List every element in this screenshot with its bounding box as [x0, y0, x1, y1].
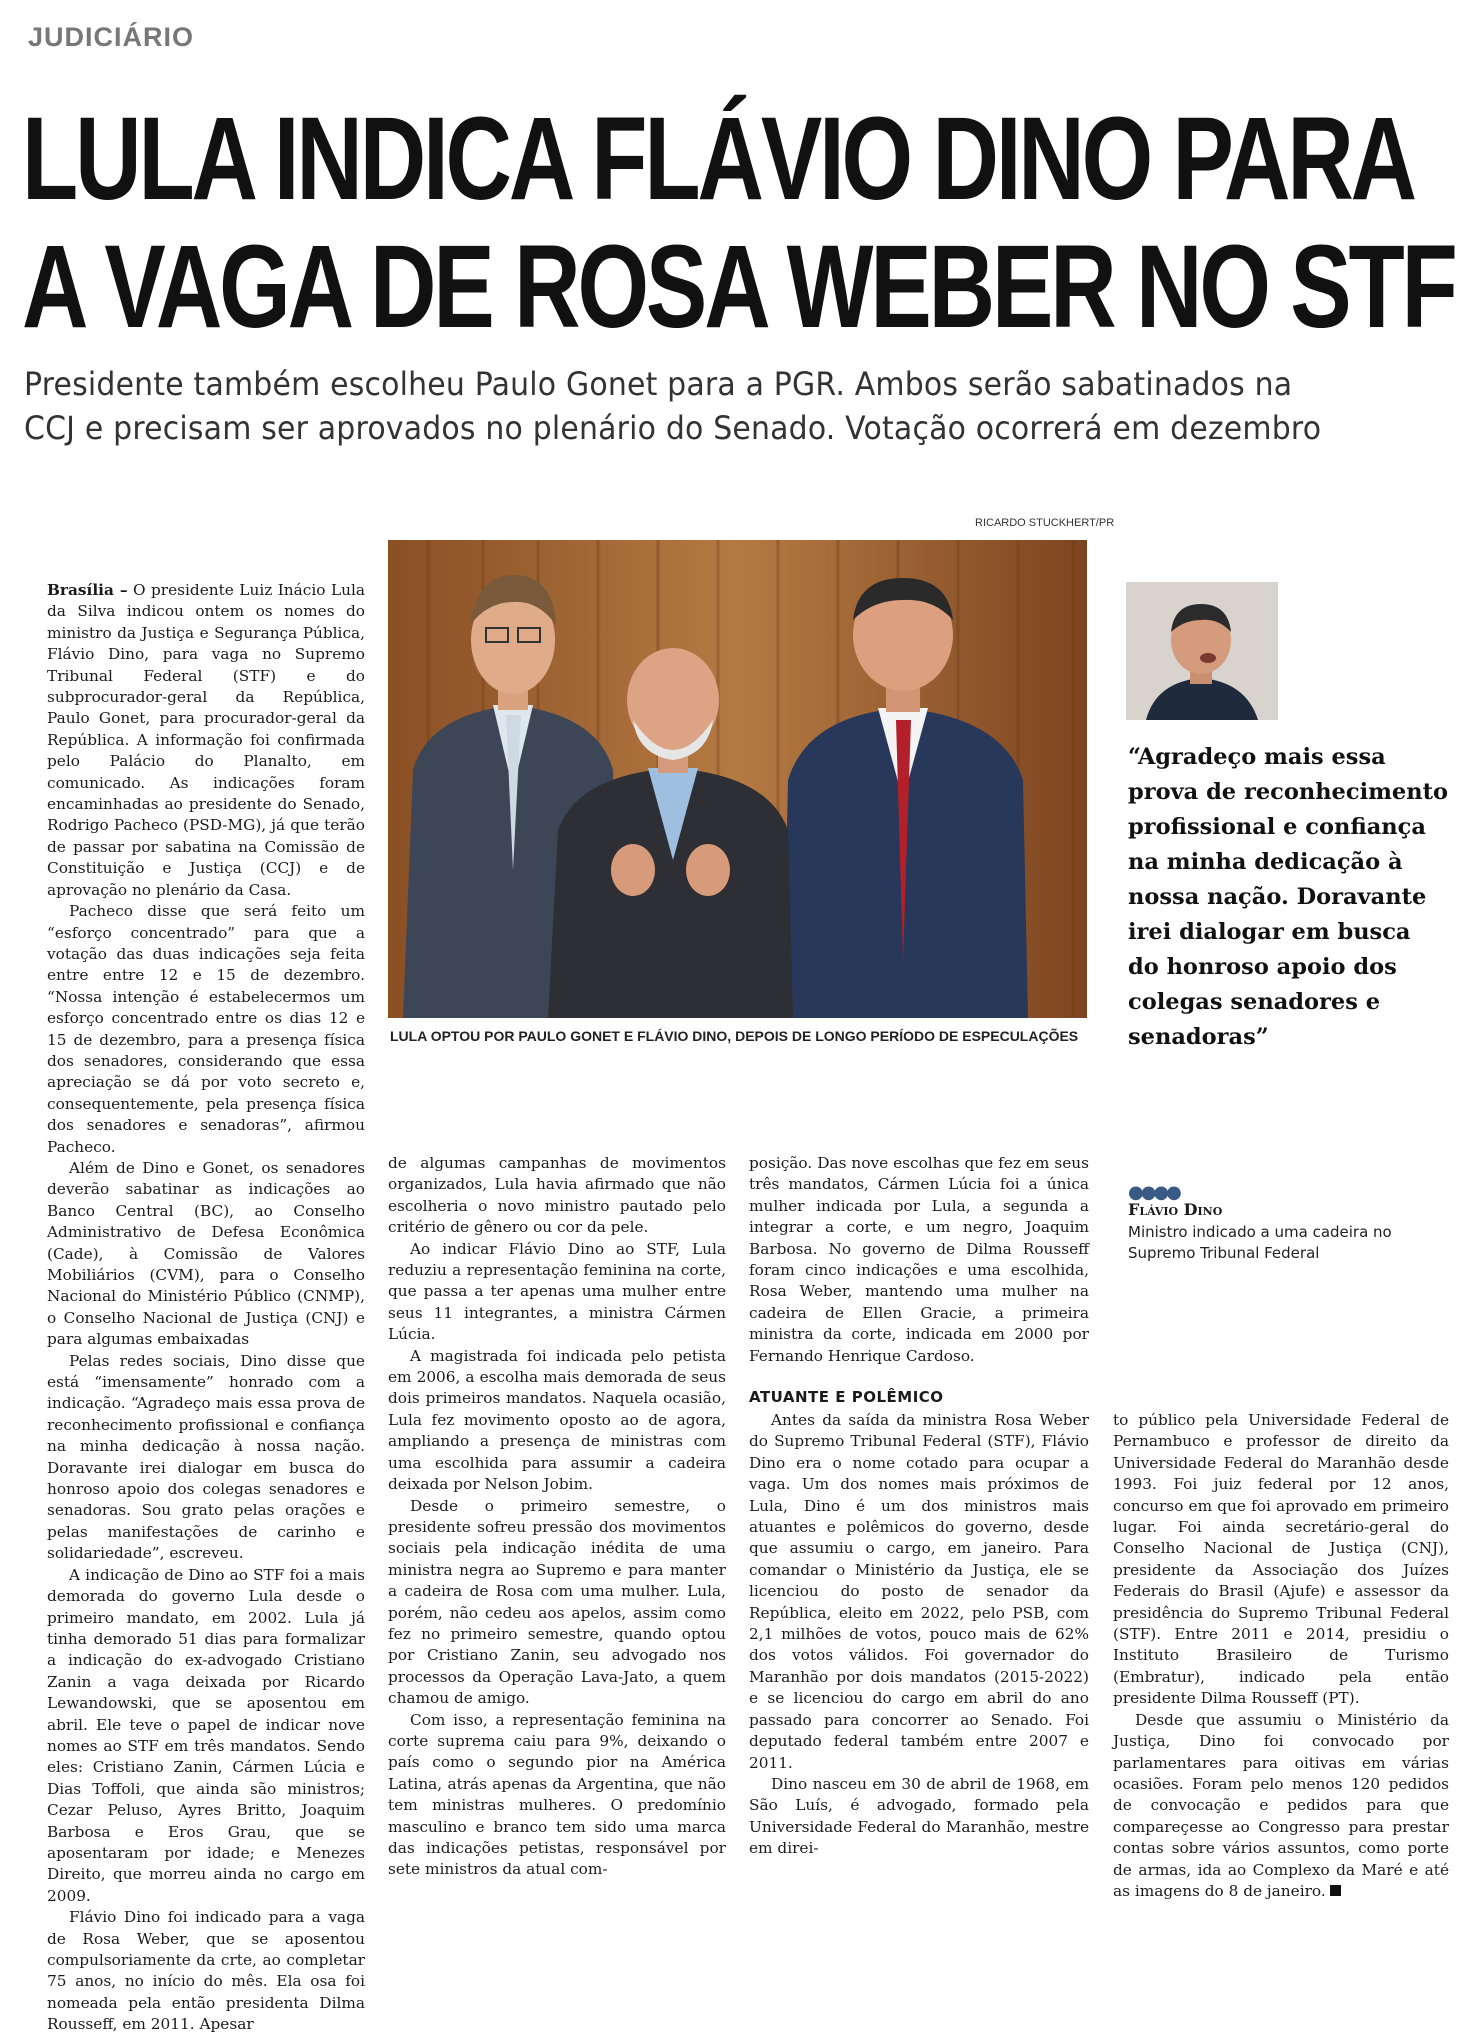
article-paragraph: to público pela Universidade Federal de Pernambuco e professor de direito da Universidade Federal do Maranhão desde 1993. Foi juiz federal por 12 anos, concurso em que foi aprovado em primeiro lugar. Foi ainda secretário-geral do Conselho Nacional de Justiça (CNJ), presidente da Associação dos Juízes Federais do Brasil (Ajufe) e assessor da presidência do Supremo Tribunal Federal (STF). Entre 2011 e 2014, presidiu o Instituto Brasileiro de Turismo (Embratur), indicado pela então presidente Dilma Rousseff (PT).: [1113, 1411, 1449, 1708]
section-label: JUDICIÁRIO: [28, 22, 195, 52]
pullquote-text: “Agradeço mais essa prova de reconhecimento profissional e confiança na minha dedicação à nossa nação. Doravante irei dialogar em busca do honroso apoio dos colegas senadores e senadoras”: [1128, 744, 1448, 1050]
article-column-3-top: [749, 1153, 1089, 1367]
pullquote-portrait: [1126, 582, 1278, 720]
end-mark-icon: [1330, 1885, 1341, 1896]
portrait-illustration: [1126, 582, 1278, 720]
photo-caption: LULA OPTOU POR PAULO GONET E FLÁVIO DINO, DEPOIS DE LONGO PERÍODO DE ESPECULAÇÕES: [390, 1028, 1079, 1044]
article-column-3-bottom: [749, 1410, 1089, 1860]
article-paragraph: [47, 580, 365, 901]
article-paragraph: Além de Dino e Gonet, os senadores deverão sabatinar as indicações ao Banco Central (BC), ao Conselho Administrativo de Defesa Econômica (Cade), à Comissão de Valores Mobiliários (CVM), para o Conselho Nacional do Ministério Público (CNMP), o Conselho Nacional de Justiça (CNJ) e para algumas embaixadas: [47, 1158, 365, 1349]
article-paragraph: Antes da saída da ministra Rosa Weber do Supremo Tribunal Federal (STF), Flávio Dino era o nome cotado para ocupar a vaga. Um dos nomes mais próximos de Lula, Dino é um dos ministros mais atuantes e polêmicos do governo, desde que assumiu o cargo, em janeiro. Para comandar o Ministério da Justiça, ele se licenciou do posto de senador da República, eleito em 2022, pelo PSB, com 2,1 milhões de votos, pouco mais de 62% dos votos válidos. Foi governador do Maranhão por dois mandatos (2015-2022) e se licenciou do cargo em abril do ano passado para concorrer ao Senado. Foi deputado federal também entre 2007 e 2011.: [749, 1411, 1089, 1772]
article-paragraph: Desde o primeiro semestre, o presidente sofreu pressão dos movimentos sociais pela indicação inédita de uma ministra negra ao Supremo e para manter a cadeira de Rosa com uma mulher. Lula, porém, não cedeu aos apelos, assim como fez no primeiro semestre, quando optou por Cristiano Zanin, seu advogado nos processos da Operação Lava-Jato, a quem chamou de amigo.: [388, 1496, 726, 1708]
article-paragraph: posição. Das nove escolhas que fez em seus três mandatos, Cármen Lúcia foi a única mulher indicada por Lula, a segunda a integrar a corte, e um negro, Joaquim Barbosa. No governo de Dilma Rousseff foram cinco indicações e uma escolhida, Rosa Weber, mantendo uma mulher na cadeira de Ellen Gracie, a primeira ministra da corte, indicada em 2000 por Fernando Henrique Cardoso.: [749, 1154, 1089, 1365]
article-paragraph: [1113, 1710, 1449, 1903]
article-paragraph: A indicação de Dino ao STF foi a mais demorada do governo Lula desde o primeiro mandato, em 2002. Lula já tinha demorado 51 dias para formalizar a indicação do ex-advogado Cristiano Zanin a vaga deixada por Ricardo Lewandowski, que se aposentou em abril. Ele teve o papel de indicar nove nomes ao STF em três mandatos. Sendo eles: Cristiano Zanin, Cármen Lúcia e Dias Toffoli, que ainda são ministros; Cezar Peluso, Ayres Britto, Joaquim Barbosa e Eros Grau, que se aposentaram por idade; e Menezes Direito, que morreu ainda no cargo em 2009.: [47, 1565, 365, 1905]
article-paragraph: Pelas redes sociais, Dino disse que está “imensamente” honrado com a indicação. “Agradeço mais essa prova de reconhecimento profissional e confiança na minha dedicação à nossa nação. Doravante irei dialogar em busca do honroso apoio dos colegas senadores e senadoras. Sou grato pelas orações e pelas manifestações de carinho e solidariedade”, escreveu.: [47, 1351, 365, 1563]
subheadline: [24, 362, 1444, 450]
article-column-2: [388, 1153, 726, 1881]
article-lead: O presidente Luiz Inácio Lula da Silva indicou ontem os nomes do ministro da Justiça e Segurança Pública, Flávio Dino, para vaga no Supremo Tribunal Federal (STF) e do subprocurador-geral da República, Paulo Gonet, para procurador-geral da República. A informação foi confirmada pelo Palácio do Planalto, em comunicado. As indicações foram encaminhadas ao presidente do Senado, Rodrigo Pacheco (PSD-MG), já que terão de passar por sabatina na Comissão de Constituição e Justiça (CCJ) e de aprovação no plenário da Casa.: [47, 581, 365, 899]
article-paragraph: de algumas campanhas de movimentos organizados, Lula havia afirmado que não escolheria o novo ministro pautado pelo critério de gênero ou cor da pele.: [388, 1154, 726, 1237]
article-paragraph: A magistrada foi indicada pelo petista em 2006, a escolha mais demorada de seus dois primeiros mandatos. Naquela ocasião, Lula fez movimento oposto ao de agora, ampliando a presença de ministras com uma escolhida para assumir a cadeira deixada por Nelson Jobim.: [388, 1346, 726, 1494]
subheadline-line-2: CCJ e precisam ser aprovados no plenário do Senado. Votação ocorrerá em dezembro: [24, 409, 1322, 447]
article-paragraph: Pacheco disse que será feito um “esforço concentrado” para que a votação das duas indicações seja feita entre entre 12 e 15 de dezembro. “Nossa intenção é estabelecermos um esforço concentrado entre os dias 12 e 15 de dezembro, para a presença física dos senadores, considerando que essa apreciação se dá por voto secreto e, consequentemente, pela presença física dos senadores e senadoras”, afirmou Pacheco.: [47, 902, 365, 1156]
subheadline-line-1: Presidente também escolheu Paulo Gonet para a PGR. Ambos serão sabatinados na: [24, 365, 1293, 403]
article-paragraph: Dino nasceu em 30 de abril de 1968, em São Luís, é advogado, formado pela Universidade Federal do Maranhão, mestre em direi-: [749, 1774, 1089, 1858]
pullquote-name: Flávio Dino: [1128, 1200, 1223, 1219]
dateline: Brasília –: [47, 581, 128, 599]
article-column-4: [1113, 1410, 1449, 1902]
headline-line-1: LULA INDICA FLÁVIO DINO PARA: [22, 93, 1415, 225]
article-column-1: [47, 580, 365, 2036]
section-subhead: ATUANTE E POLÊMICO: [749, 1388, 944, 1406]
headline: [22, 93, 1455, 353]
headline-line-2: A VAGA DE ROSA WEBER NO STF: [22, 221, 1455, 353]
article-paragraph: Com isso, a representação feminina na corte suprema caiu para 9%, deixando o país como o segundo pior na América Latina, atrás apenas da Argentina, que não tem ministras mulheres. O predomínio masculino e branco tem sido uma marca das indicações petistas, responsável por sete ministros da atual com-: [388, 1710, 726, 1879]
pullquote-dots-icon: ●●●●: [1128, 1182, 1179, 1203]
main-photo: [388, 540, 1087, 1018]
article-paragraph: Ao indicar Flávio Dino ao STF, Lula reduziu a representação feminina na corte, que passa a ter apenas uma mulher entre seus 11 integrantes, a ministra Cármen Lúcia.: [388, 1239, 726, 1344]
article-closing: Desde que assumiu o Ministério da Justiça, Dino foi convocado por parlamentares para oitivas em várias ocasiões. Foram pelo menos 120 pedidos de convocação e pedidos para que compareçesse ao Congresso para prestar contas sobre vários assuntos, como porte de armas, ida ao Complexo da Maré e até as imagens do 8 de janeiro.: [1113, 1710, 1449, 1900]
photo-credit: RICARDO STUCKHERT/PR: [975, 517, 1115, 529]
photo-three-men-illustration: [388, 540, 1087, 1018]
pullquote-role: Ministro indicado a uma cadeira no Supremo Tribunal Federal: [1128, 1223, 1392, 1262]
article-paragraph: Flávio Dino foi indicado para a vaga de Rosa Weber, que se aposentou compulsoriamente da crte, ao completar 75 anos, no início do mês. Ela osa foi nomeada pela então presidenta Dilma Rousseff, em 2011. Apesar: [47, 1908, 365, 2034]
